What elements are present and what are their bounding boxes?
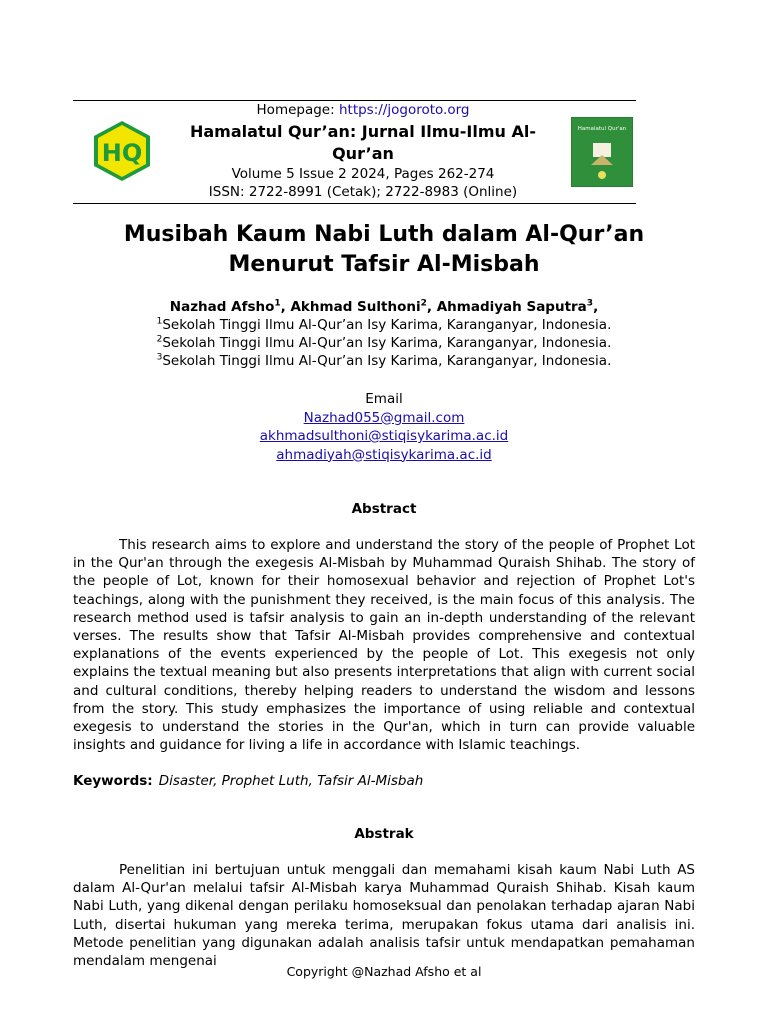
author-name: Ahmadiyah Saputra xyxy=(436,299,587,315)
journal-title: Hamalatul Qur’an: Jurnal Ilmu-Ilmu Al-Qur’an xyxy=(189,122,536,163)
homepage-label: Homepage: xyxy=(256,102,339,118)
journal-info xyxy=(173,101,553,201)
copyright-footer: Copyright @Nazhad Afsho et al xyxy=(286,964,482,979)
author-sup: 3 xyxy=(586,298,594,309)
email-label: Email xyxy=(365,391,403,407)
affiliation-text: Sekolah Tinggi Ilmu Al-Qur’an Isy Karima, Karanganyar, Indonesia. xyxy=(162,335,612,351)
email-block xyxy=(73,390,695,464)
author-block xyxy=(73,298,695,370)
affiliation-line xyxy=(73,352,695,370)
author-separator: , xyxy=(593,299,599,315)
affiliation-text: Sekolah Tinggi Ilmu Al-Qur’an Isy Karima, Karanganyar, Indonesia. xyxy=(162,353,612,369)
author-separator: , xyxy=(426,299,437,315)
abstrak-heading: Abstrak xyxy=(354,826,414,842)
volume-info: Volume 5 Issue 2 2024, Pages 262-274 xyxy=(231,166,495,182)
affiliation-line xyxy=(73,334,695,352)
cover-title: Hamalatul Qur'an xyxy=(577,126,627,132)
journal-header xyxy=(73,101,636,203)
affiliation-sup: 1 xyxy=(156,316,163,327)
keywords-line xyxy=(73,773,695,789)
keywords-label: Keywords: xyxy=(73,773,153,789)
author-sup: 1 xyxy=(274,298,281,309)
issn-info: ISSN: 2722-8991 (Cetak); 2722-8983 (Online) xyxy=(208,184,518,200)
email-link[interactable]: ahmadiyah@stiqisykarima.ac.id xyxy=(276,446,492,463)
journal-logo xyxy=(91,119,153,183)
author-name: Nazhad Afsho xyxy=(169,299,275,315)
email-link[interactable]: Nazhad055@gmail.com xyxy=(303,409,465,426)
affiliation-text: Sekolah Tinggi Ilmu Al-Qur’an Isy Karima, Karanganyar, Indonesia. xyxy=(162,317,612,333)
affiliation-line xyxy=(73,316,695,334)
affiliation-sup: 2 xyxy=(156,334,163,345)
author-separator: , xyxy=(280,299,291,315)
keywords-text: Disaster, Prophet Luth, Tafsir Al-Misbah xyxy=(158,773,424,789)
homepage-line xyxy=(173,101,553,119)
email-link[interactable]: akhmadsulthoni@stiqisykarima.ac.id xyxy=(259,428,509,444)
abstract-heading: Abstract xyxy=(351,501,417,517)
author-name: Akhmad Sulthoni xyxy=(290,299,421,315)
article-title: Musibah Kaum Nabi Luth dalam Al-Qur’an Menurut Tafsir Al-Misbah xyxy=(123,222,645,277)
homepage-link[interactable]: https://jogoroto.org xyxy=(338,102,470,118)
logo-letters: HQ xyxy=(101,139,143,167)
author-list xyxy=(73,298,695,316)
abstract-body: This research aims to explore and understand the story of the people of Prophet Lot in the Qur'an through the exegesis Al-Misbah by Muhammad Quraish Shihab. The story of the people of Lot, known for their homosexual behavior and rejection of Prophet Lot's teachings, along with the punishment they received, is the main focus of this analysis. The research method used is tafsir analysis to gain an in-depth understanding of the relevant verses. The results show that Tafsir Al-Misbah provides comprehensive and contextual explanations of the events experienced by the people of Lot. This exegesis not only explains the textual meaning but also presents interpretations that align with current social and cultural conditions, thereby helping readers to understand the wisdom and lessons from the story. This study emphasizes the importance of using reliable and contextual exegesis to understand the stories in the Qur'an, which in turn can provide valuable insights and guidance for living a life in accordance with Islamic teachings. xyxy=(73,537,695,754)
abstrak-body: Penelitian ini bertujuan untuk menggali dan memahami kisah kaum Nabi Luth AS dalam Al-Qur'an melalui tafsir Al-Misbah karya Muhammad Quraish Shihab. Kisah kaum Nabi Luth, yang dikenal dengan perilaku homoseksual dan penolakan terhadap ajaran Nabi Luth, disertai hukuman yang mereka terima, merupakan fokus utama dari analisis ini. Metode penelitian yang digunakan adalah analisis tafsir untuk mendapatkan pemahaman mendalam mengenai xyxy=(73,862,695,970)
author-sup: 2 xyxy=(420,298,427,309)
affiliation-sup: 3 xyxy=(156,352,163,363)
journal-cover-image xyxy=(571,117,633,187)
header-bottom-rule xyxy=(73,203,636,204)
